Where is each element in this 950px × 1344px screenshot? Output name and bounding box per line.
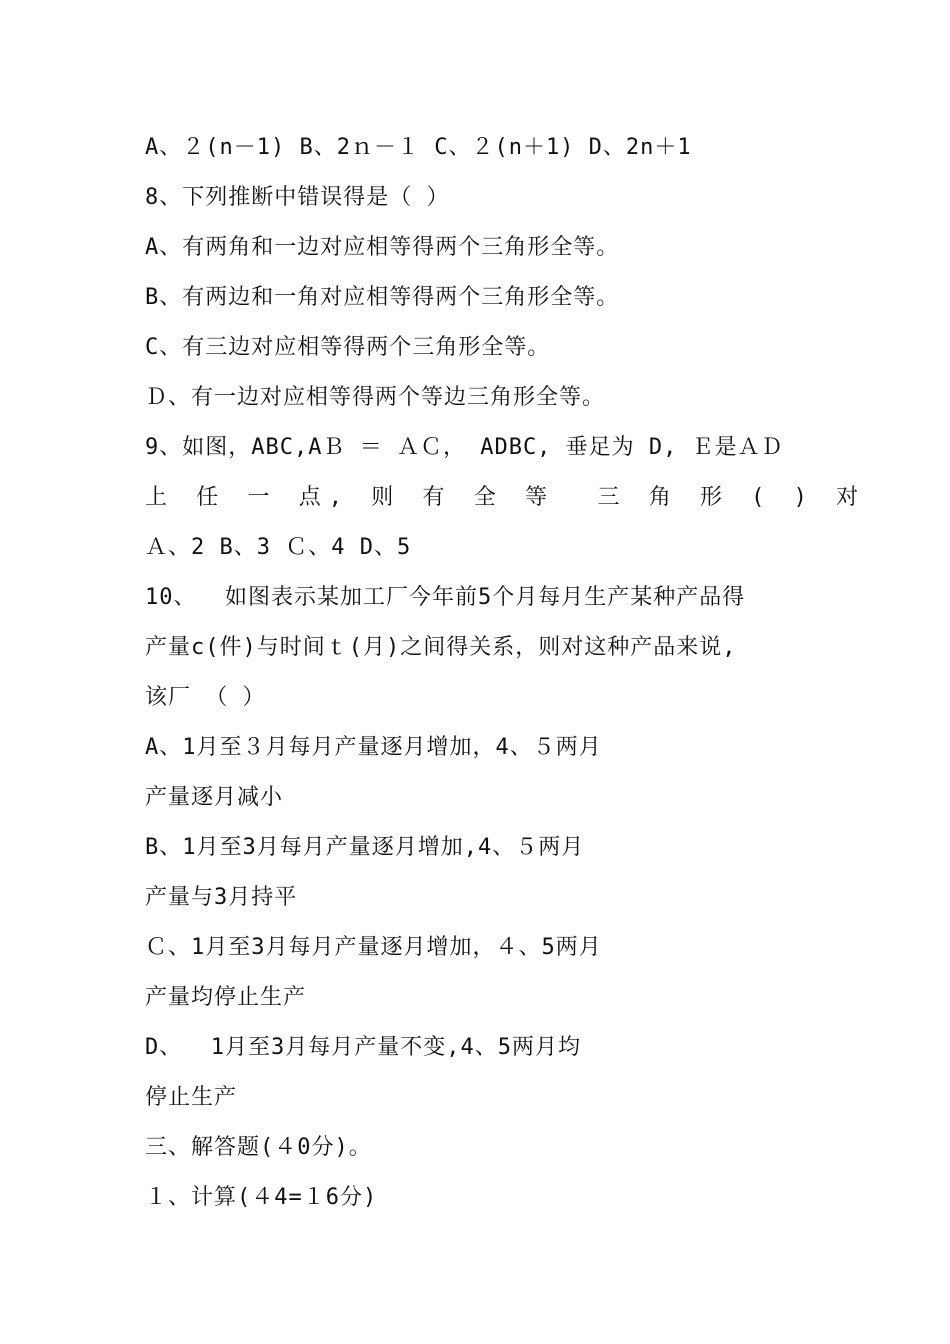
q8-option-d: Ｄ、有一边对应相等得两个等边三角形全等。 <box>145 385 606 410</box>
question-8-stem: 8、下列推断中错误得是（ ） <box>145 185 450 210</box>
q10-option-c: Ｃ、1月至3月每月产量逐月增加，４、5两月 <box>145 935 602 960</box>
question-10-stem-end: 该厂 （ ） <box>145 685 266 710</box>
q10-option-a-cont: 产量逐月减小 <box>145 785 284 810</box>
q10-option-d: D、 1月至3月每月产量不变,4、5两月均 <box>145 1035 581 1060</box>
question-10-stem-cont: 产量c(件)与时间ｔ(月)之间得关系，则对这种产品来说, <box>145 635 737 660</box>
question-9-stem-cont: 上 任 一 点, 则 有 全 等 三 角 形 ( ) 对 <box>145 485 867 510</box>
q10-option-b-cont: 产量与3月持平 <box>145 885 298 910</box>
q8-option-c: C、有三边对应相等得两个三角形全等。 <box>145 335 551 360</box>
q10-option-c-cont: 产量均停止生产 <box>145 985 307 1010</box>
question-9-stem: 9、如图，ABC,AＢ ＝ ＡＣ， ADBC, 垂足为 D, Ｅ是ＡＤ <box>145 435 784 460</box>
question-10-stem: 10、 如图表示某加工厂今年前5个月每月生产某种产品得 <box>145 585 746 610</box>
q8-option-a: A、有两角和一边对应相等得两个三角形全等。 <box>145 235 620 260</box>
section-3-item-1: １、计算(４4=１6分) <box>145 1185 378 1210</box>
section-3-heading: 三、解答题(４0分)。 <box>145 1135 372 1160</box>
q10-option-a: A、1月至３月每月产量逐月增加，4、５两月 <box>145 735 602 760</box>
option-line-q7: A、２(n－1) B、2ｎ－１ C、２(n＋1) D、2n＋1 <box>145 135 692 160</box>
q10-option-b: B、1月至3月每月产量逐月增加,4、５两月 <box>145 835 585 860</box>
q10-option-d-cont: 停止生产 <box>145 1085 238 1110</box>
q9-options: Ａ、2 B、3 Ｃ、4 D、5 <box>145 535 412 560</box>
q8-option-b: B、有两边和一角对应相等得两个三角形全等。 <box>145 285 620 310</box>
